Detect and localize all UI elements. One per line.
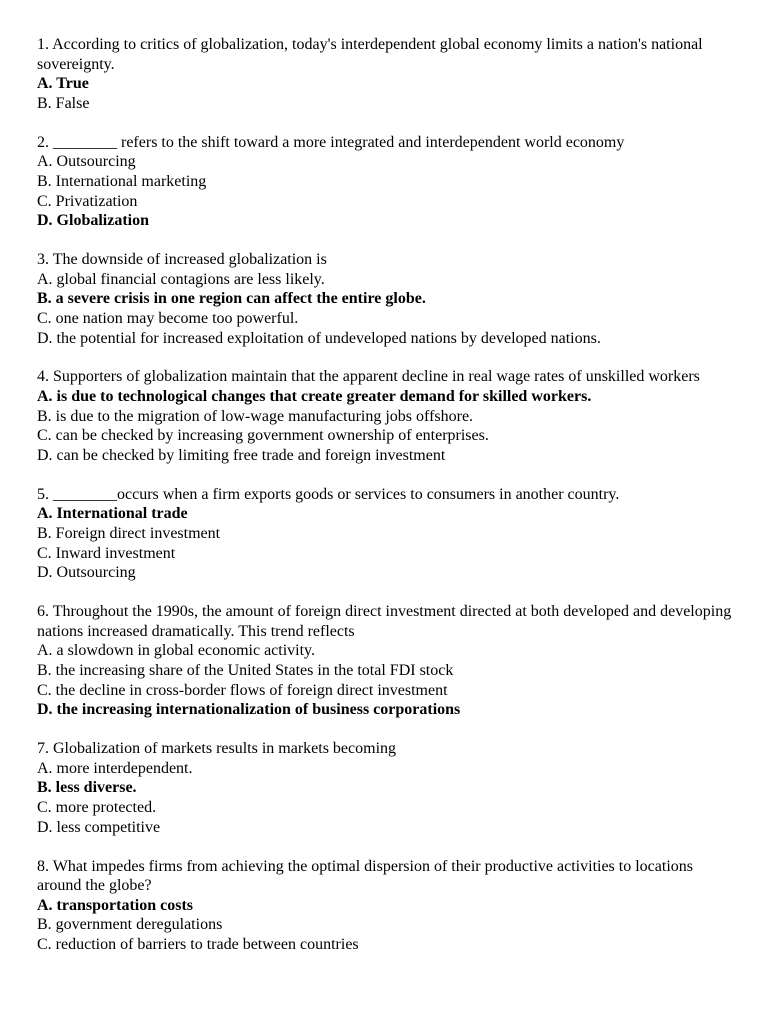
question-6: [37, 602, 737, 720]
question-1: [37, 35, 737, 113]
answer-option: C. Inward investment: [37, 544, 176, 562]
answer-option-correct: A. is due to technological changes that create greater demand for skilled workers.: [37, 388, 592, 406]
answer-option: D. less competitive: [37, 818, 161, 836]
question-4: [37, 367, 737, 465]
question-7: [37, 739, 737, 837]
answer-option: C. reduction of barriers to trade between countries: [37, 935, 359, 953]
question-text: 5. ________occurs when a firm exports goods or services to consumers in another country.: [37, 485, 620, 503]
answer-option: A. global financial contagions are less likely.: [37, 270, 325, 288]
answer-option: A. more interdependent.: [37, 759, 193, 777]
answer-option: D. Outsourcing: [37, 564, 136, 582]
answer-option: D. can be checked by limiting free trade and foreign investment: [37, 446, 446, 464]
answer-option: C. can be checked by increasing government ownership of enterprises.: [37, 427, 489, 445]
question-8: [37, 857, 737, 955]
answer-option: B. government deregulations: [37, 916, 223, 934]
answer-option: B. False: [37, 94, 90, 112]
question-text: 7. Globalization of markets results in markets becoming: [37, 740, 397, 758]
answer-option-correct: A. International trade: [37, 505, 188, 523]
quiz-document: [37, 35, 737, 974]
answer-option-correct: D. Globalization: [37, 212, 150, 230]
answer-option: B. the increasing share of the United States in the total FDI stock: [37, 661, 454, 679]
answer-option-correct: A. True: [37, 75, 89, 93]
question-2: [37, 133, 737, 231]
question-text: 6. Throughout the 1990s, the amount of foreign direct investment directed at both developed and developing nations increased dramatically. This trend reflects: [37, 603, 732, 640]
answer-option-correct: B. less diverse.: [37, 779, 137, 797]
answer-option-correct: A. transportation costs: [37, 896, 193, 914]
question-5: [37, 485, 737, 583]
answer-option: D. the potential for increased exploitation of undeveloped nations by developed nations.: [37, 329, 601, 347]
answer-option: B. Foreign direct investment: [37, 525, 221, 543]
answer-option: C. Privatization: [37, 192, 138, 210]
answer-option: C. more protected.: [37, 798, 157, 816]
answer-option: C. the decline in cross-border flows of foreign direct investment: [37, 681, 448, 699]
answer-option-correct: D. the increasing internationalization of business corporations: [37, 701, 461, 719]
answer-option: B. International marketing: [37, 172, 207, 190]
answer-option: A. Outsourcing: [37, 153, 136, 171]
answer-option: A. a slowdown in global economic activity.: [37, 642, 316, 660]
answer-option-correct: B. a severe crisis in one region can affect the entire globe.: [37, 290, 426, 308]
question-text: 1. According to critics of globalization, today's interdependent global economy limits a nation's national sovereignty.: [37, 36, 703, 73]
answer-option: B. is due to the migration of low-wage manufacturing jobs offshore.: [37, 407, 474, 425]
question-text: 3. The downside of increased globalization is: [37, 251, 327, 269]
question-text: 2. ________ refers to the shift toward a more integrated and interdependent world economy: [37, 133, 625, 151]
answer-option: C. one nation may become too powerful.: [37, 309, 299, 327]
question-3: [37, 250, 737, 348]
question-text: 4. Supporters of globalization maintain that the apparent decline in real wage rates of unskilled workers: [37, 368, 700, 386]
question-text: 8. What impedes firms from achieving the optimal dispersion of their productive activities to locations around the globe?: [37, 857, 693, 895]
